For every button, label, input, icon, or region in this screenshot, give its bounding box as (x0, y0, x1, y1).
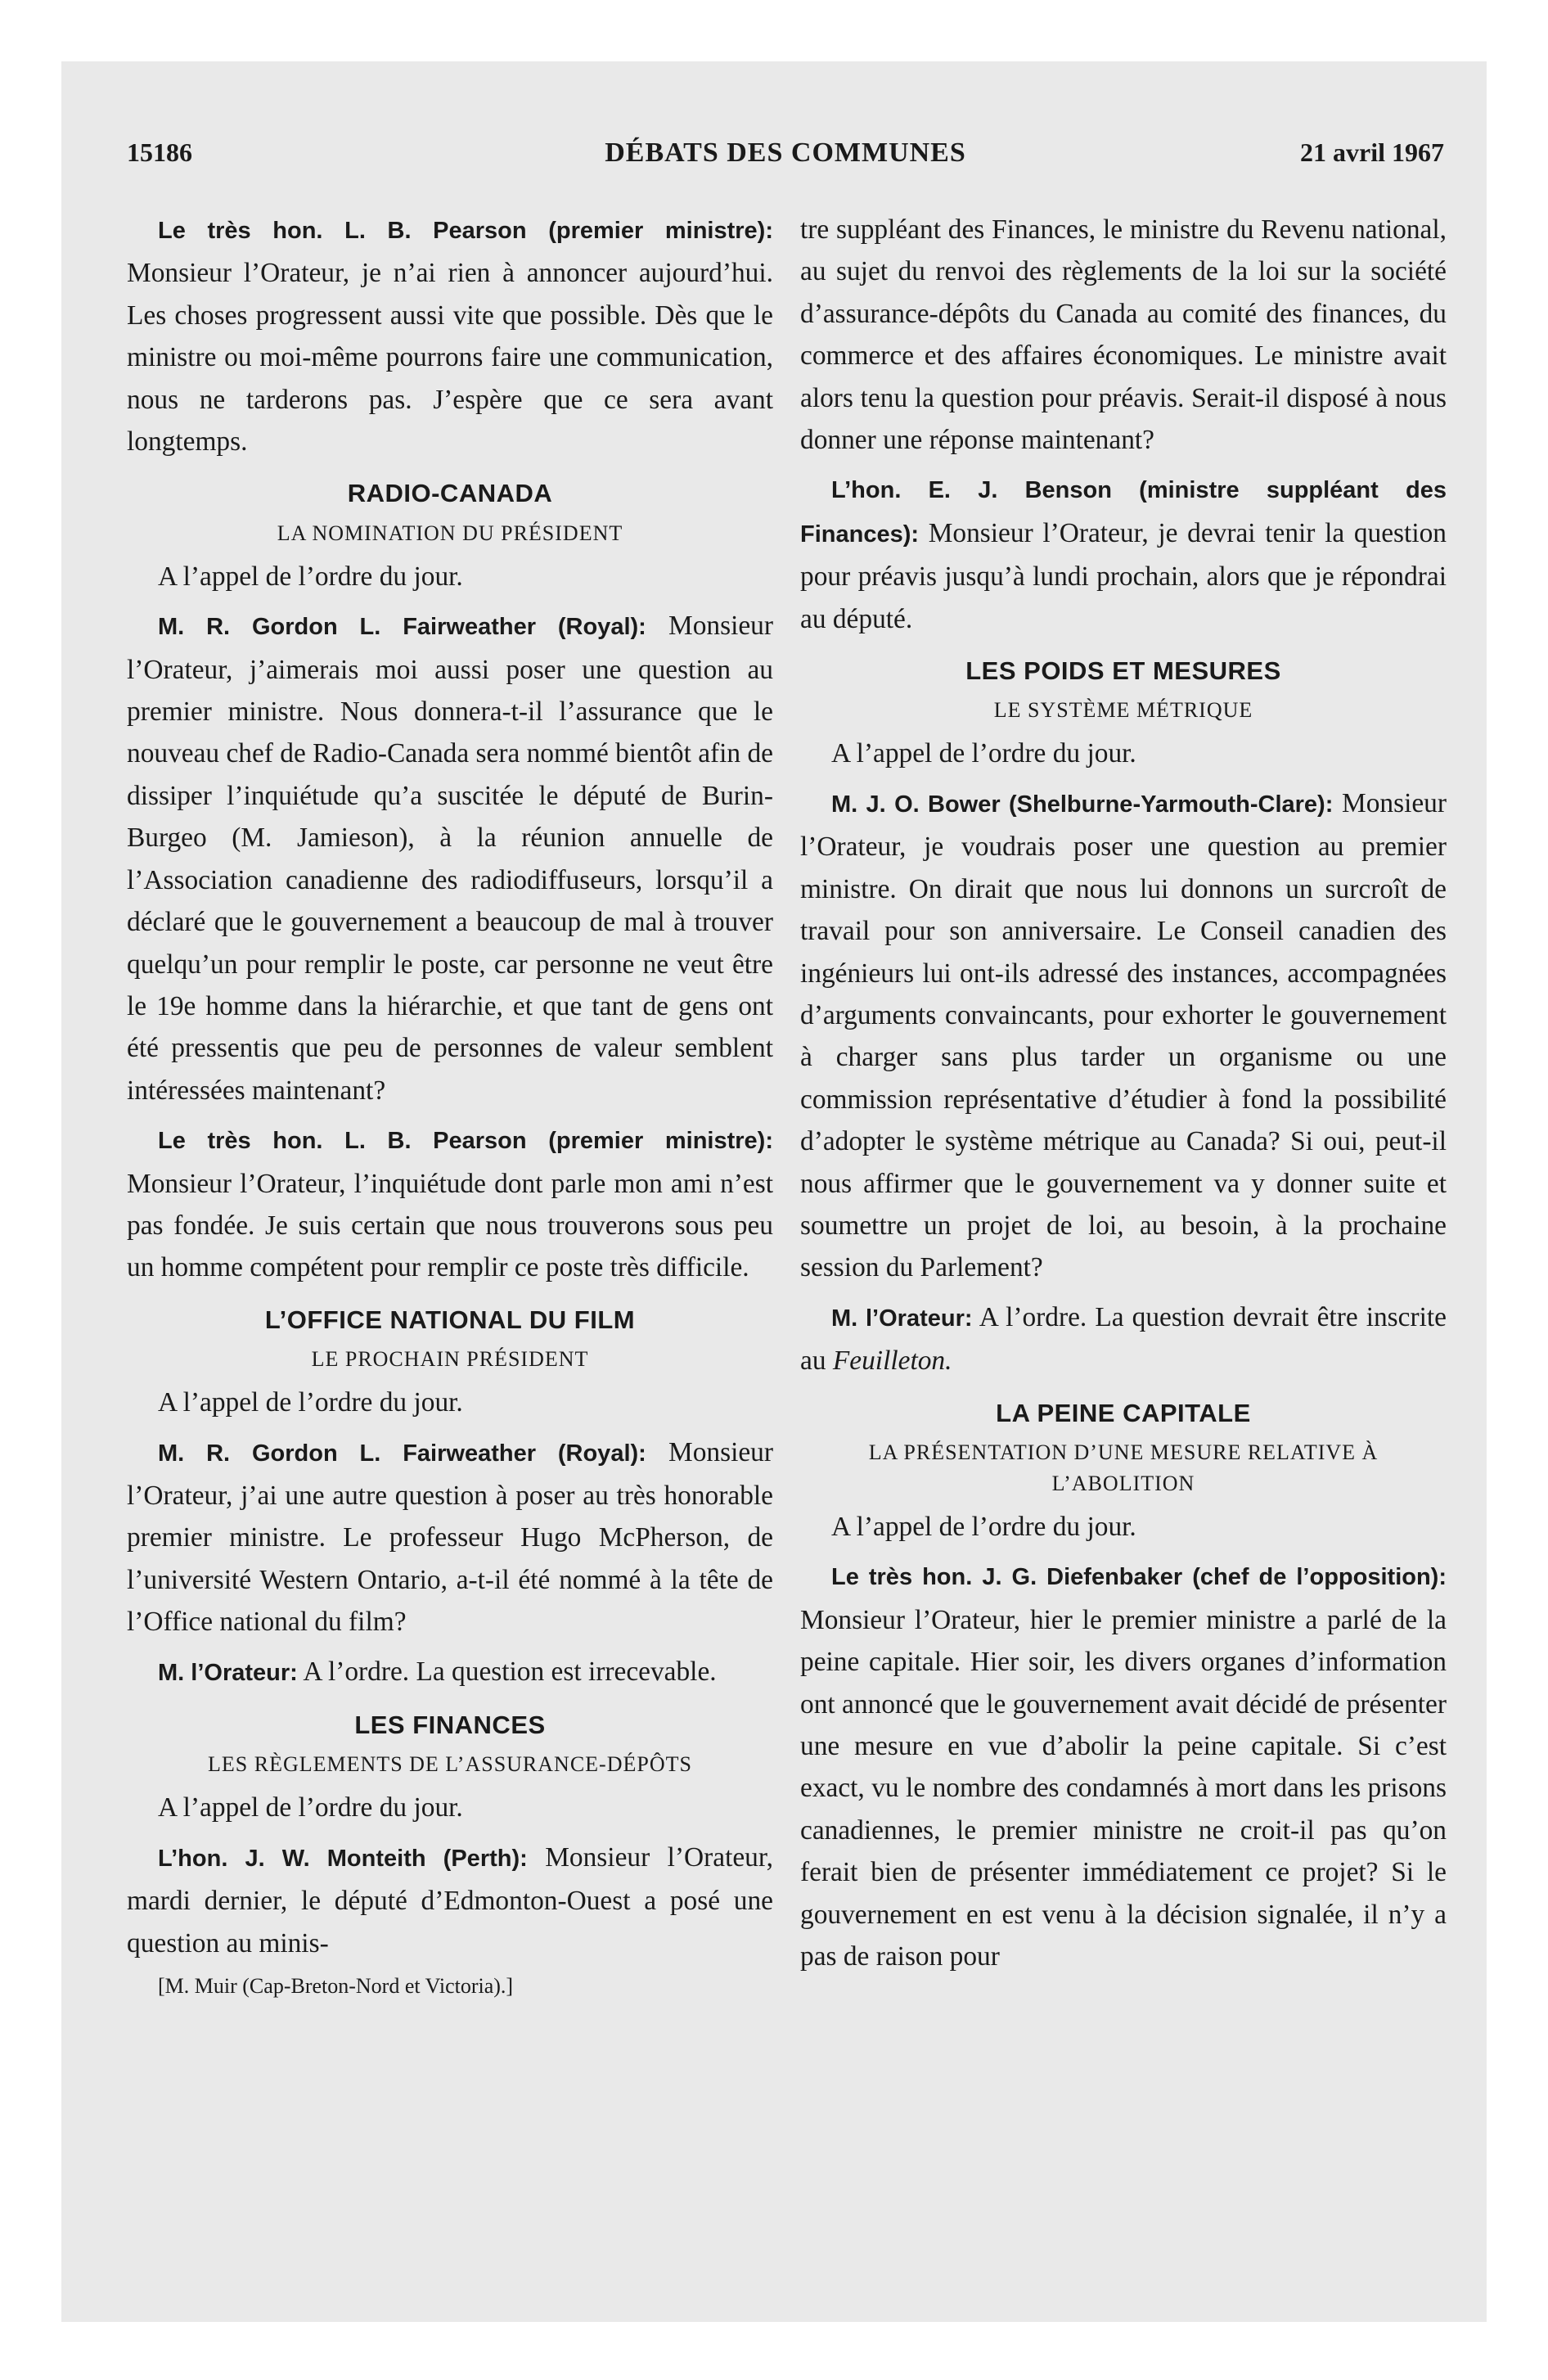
speaker-name: L’hon. E. J. Benson (ministre suppléant des Finances): (800, 477, 1447, 548)
speech-text: Monsieur l’Orateur, j’aimerais moi aussi poser une question au premier ministre. Nous donnera-t-il l’assurance que le nouveau chef de Radio-Canada sera nommé bientôt afin de dissiper l’inquiétude qu’a suscitée le député de Burin-Burgeo (M. Jamieson), à la réunion annuelle de l’Association canadienne des radiodiffuseurs, lorsqu’il a déclaré que le gouvernement a beaucoup de mal à trouver quelqu’un pour remplir le poste, car personne ne veut être le 19e homme dans la hiérarchie, et que tant de gens ont été pressentis que peu de personnes de valeur semblent intéressées maintenant? (127, 611, 773, 1106)
speaker-name: M. R. Gordon L. Fairweather (Royal): (158, 1440, 646, 1467)
presiding-note: [M. Muir (Cap-Breton-Nord et Victoria).] (158, 1974, 514, 1999)
right-column (800, 209, 1447, 1985)
left-column (127, 209, 773, 2008)
order-of-day: A l’appel de l’ordre du jour. (158, 1387, 463, 1418)
italic-term: Feuilleton. (832, 1346, 952, 1377)
speaker-name: M. J. O. Bower (Shelburne-Yarmouth-Clare): (831, 791, 1334, 818)
section-heading: LES FINANCES (354, 1711, 546, 1739)
speech-text: Monsieur l’Orateur, hier le premier ministre a parlé de la peine capitale. Hier soir, les divers organes d’information ont annoncé que le gouvernement avait décidé de présenter une mesure en vue d’abolir la peine capitale. Si c’est exact, vu le nombre des condamnés à mort dans les prisons canadiennes, le premier ministre ne croit-il pas qu’on ferait bien de présenter immédiatement ce projet? Si le gouvernement en est venu à la décision signalée, il n’y a pas de raison pour (800, 1604, 1447, 1972)
section-subheading: LES RÈGLEMENTS DE L’ASSURANCE-DÉPÔTS (208, 1752, 692, 1777)
speaker-name: M. l’Orateur: (158, 1659, 298, 1686)
paragraph (800, 1555, 1447, 1977)
page-header (127, 137, 1444, 187)
speech-text: Monsieur l’Orateur, je voudrais poser une question au premier ministre. On dirait que nous lui donnons un surcroît de travail pour son anniversaire. Le Conseil canadien des ingénieurs lui ont-ils adressé des instances, accompagnées d’arguments convaincants, pour exhorter le gouvernement à charger sans plus tarder un organisme ou une commission représentative d’étudier à fond la possibilité d’adopter le système métrique au Canada? Si oui, peut-il nous affirmer que le gouvernement va y donner suite et soumettre un projet de loi, au besoin, à la prochaine session du Parlement? (800, 787, 1447, 1283)
speaker-name: M. R. Gordon L. Fairweather (Royal): (158, 614, 646, 641)
journal-title: DÉBATS DES COMMUNES (605, 137, 966, 168)
section-heading: L’OFFICE NATIONAL DU FILM (264, 1305, 636, 1334)
section-heading: LES POIDS ET MESURES (965, 656, 1281, 686)
page-number: 15186 (127, 137, 192, 167)
section-subheading: LA NOMINATION DU PRÉSIDENT (277, 521, 623, 545)
section-subheading: LA PRÉSENTATION D’UNE MESURE RELATIVE À L’ABOLITION (868, 1440, 1379, 1495)
speech-text: Monsieur l’Orateur, je devrai tenir la question pour préavis jusqu’à lundi prochain, alors que je répondrai au député. (800, 517, 1447, 634)
speech-text: A l’ordre. La question est irrecevable. (303, 1656, 717, 1687)
speech-text: A l’ordre. La question devrait être inscrite au (800, 1301, 1447, 1377)
order-of-day: A l’appel de l’ordre du jour. (831, 1511, 1136, 1542)
paragraph (127, 209, 773, 462)
section-heading: RADIO-CANADA (347, 479, 553, 508)
paragraph (127, 1119, 773, 1289)
order-of-day: A l’appel de l’ordre du jour. (158, 1792, 463, 1823)
paragraph (800, 1296, 1447, 1382)
speech-text: Monsieur l’Orateur, mardi dernier, le député d’Edmonton-Ouest a posé une question au minis- (127, 1841, 773, 1959)
paragraph (800, 468, 1447, 640)
page-date: 21 avril 1967 (1300, 137, 1444, 167)
speaker-name: Le très hon. J. G. Diefenbaker (chef de l’opposition): (831, 1564, 1447, 1591)
speaker-name: Le très hon. L. B. Pearson (premier ministre): (158, 218, 773, 244)
speech-text: Monsieur l’Orateur, l’inquiétude dont parle mon ami n’est pas fondée. Je suis certain que nous trouverons sous peu un homme compétent pour remplir ce poste très difficile. (127, 1168, 773, 1283)
order-of-day: A l’appel de l’ordre du jour. (158, 561, 463, 592)
speaker-name: Le très hon. L. B. Pearson (premier ministre): (158, 1128, 773, 1155)
speech-text: Monsieur l’Orateur, je n’ai rien à annoncer aujourd’hui. Les choses progressent aussi vite que possible. Dès que le ministre ou moi-même pourrons faire une communication, nous ne tarderons pas. J’espère que ce sera avant longtemps. (127, 258, 773, 458)
paragraph (127, 605, 773, 1111)
speech-text: Monsieur l’Orateur, j’ai une autre question à poser au très honorable premier ministre. Le professeur Hugo McPherson, de l’université Western Ontario, a-t-il été nommé à la tête de l’Office national du film? (127, 1436, 773, 1638)
section-heading: LA PEINE CAPITALE (996, 1398, 1251, 1427)
order-of-day: A l’appel de l’ordre du jour. (831, 738, 1136, 769)
paragraph (127, 1431, 773, 1643)
paragraph: tre suppléant des Finances, le ministre du Revenu national, au sujet du renvoi des règlements de la loi sur la société d’assurance-dépôts du Canada au comité des finances, du commerce et des affaires économiques. Le ministre avait alors tenu la question pour préavis. Serait-il disposé à nous donner une réponse maintenant? (800, 214, 1447, 456)
speaker-name: L’hon. J. W. Monteith (Perth): (158, 1845, 528, 1872)
section-subheading: LE PROCHAIN PRÉSIDENT (311, 1347, 589, 1372)
paragraph (127, 1651, 773, 1694)
section-subheading: LE SYSTÈME MÉTRIQUE (993, 698, 1253, 723)
speaker-name: M. l’Orateur: (831, 1305, 973, 1332)
paragraph (127, 1837, 773, 1964)
paragraph (800, 782, 1447, 1289)
